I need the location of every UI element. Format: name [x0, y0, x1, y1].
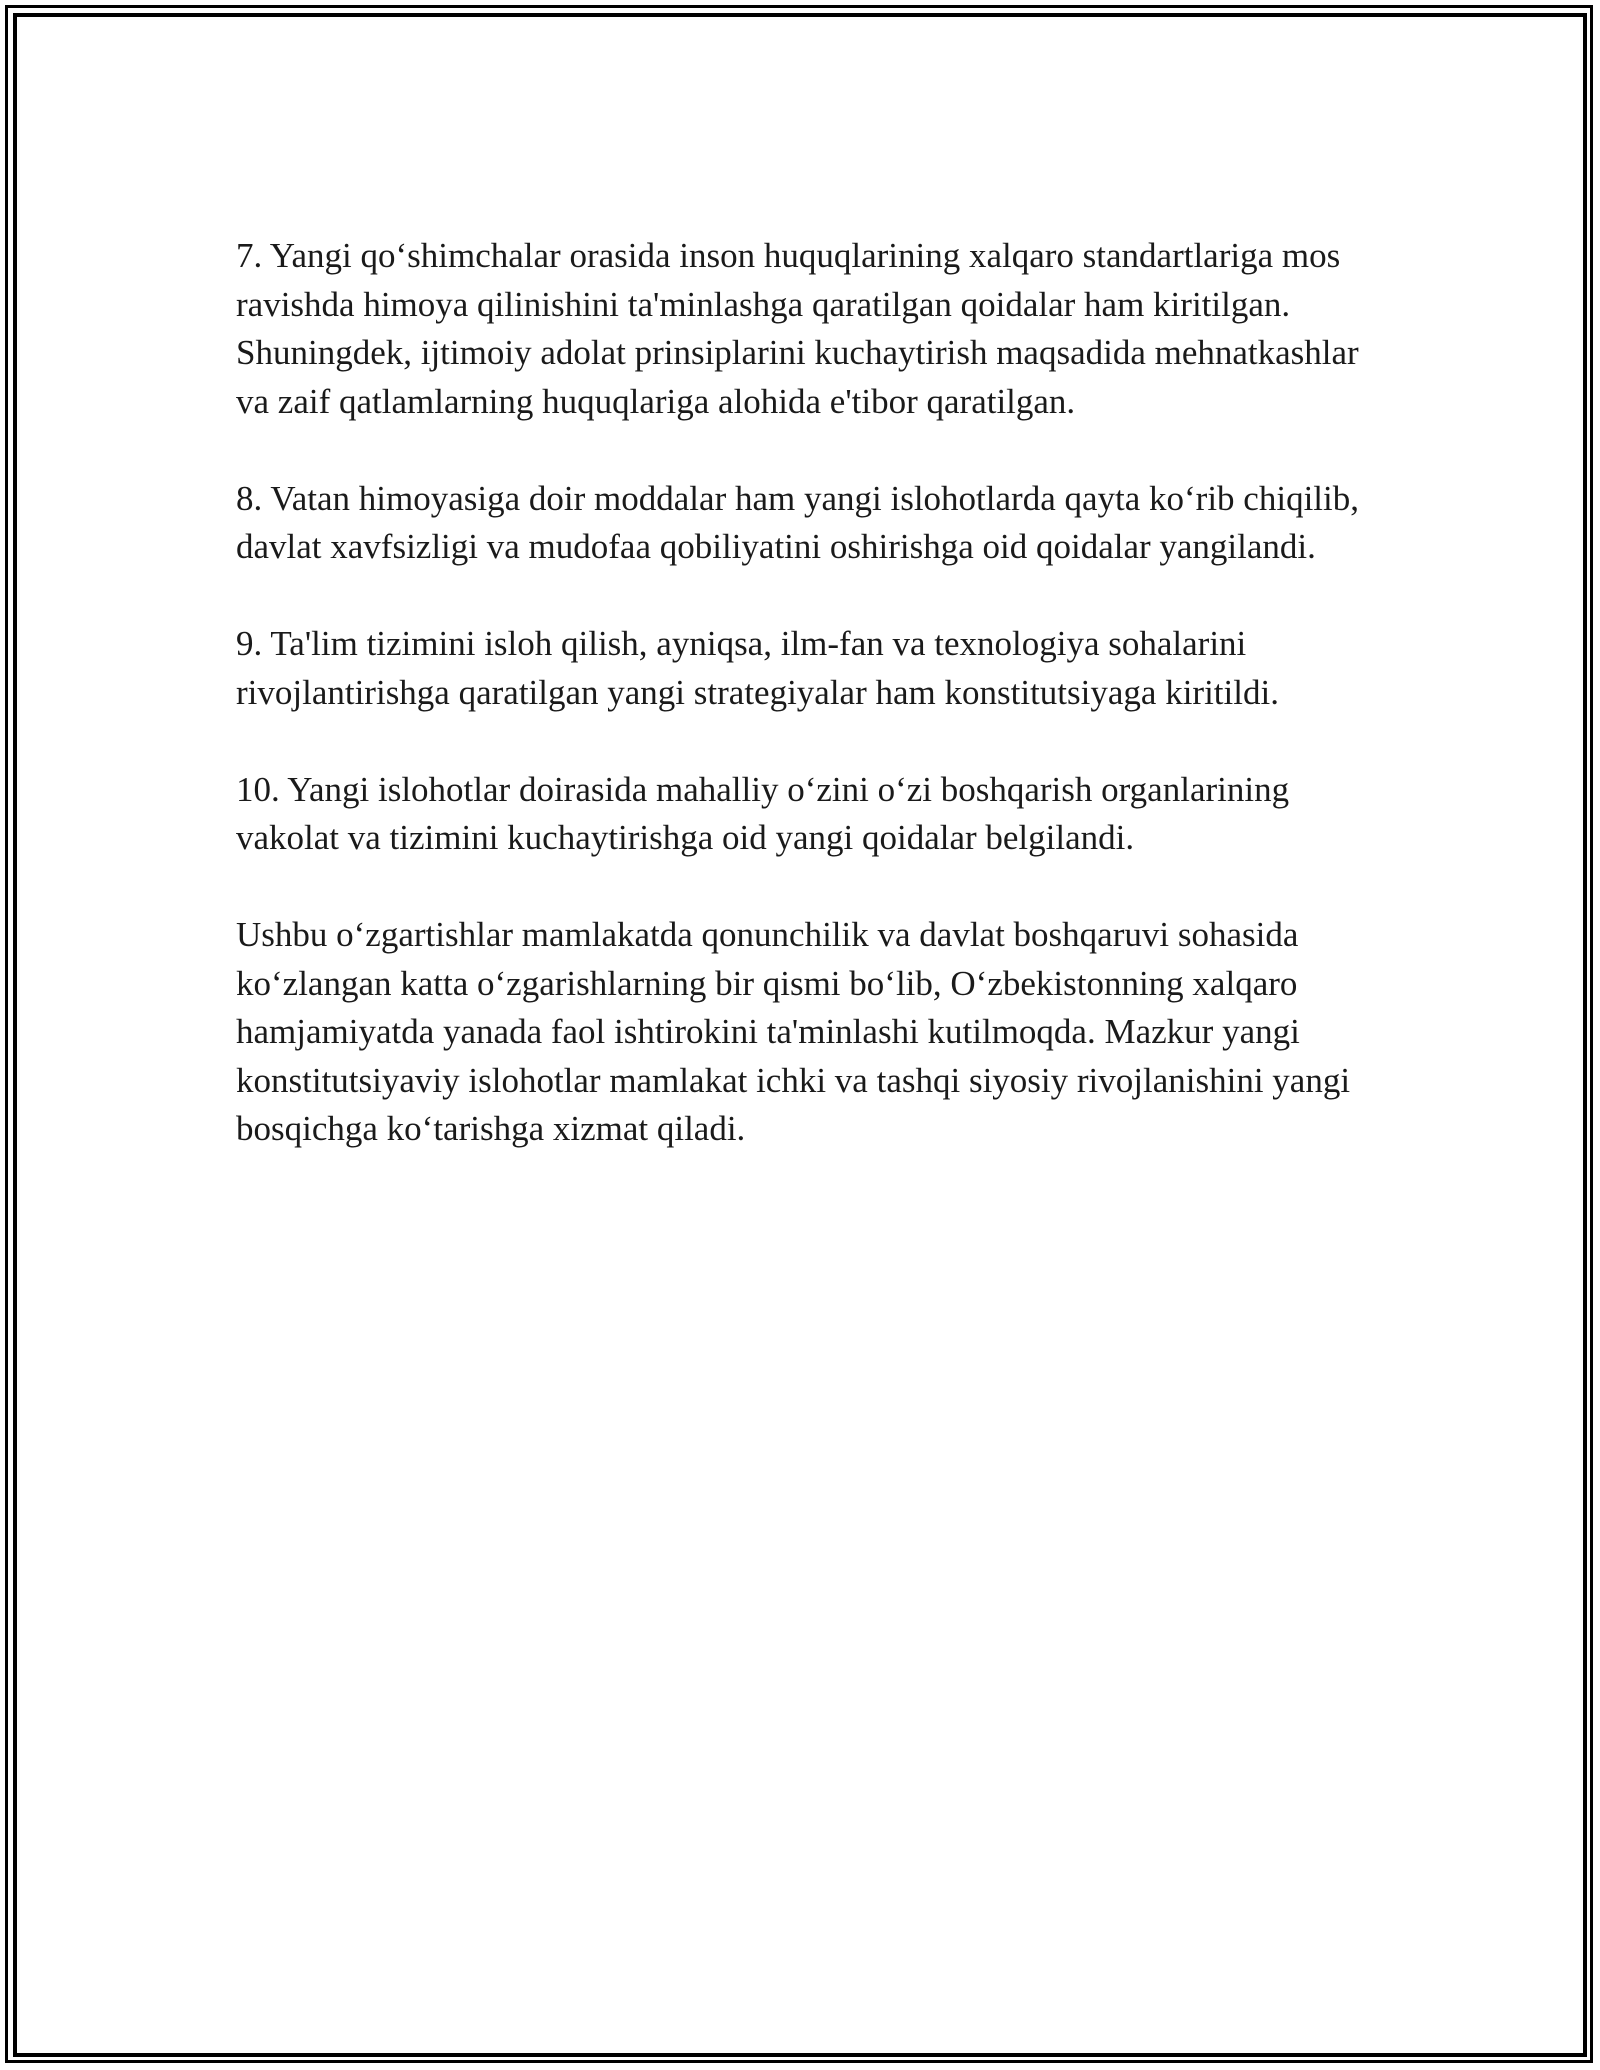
document-body — [236, 232, 1376, 1202]
paragraph-item-7: 7. Yangi qo‘shimchalar orasida inson huquqlarining xalqaro standartlariga mos ravishda himoya qilinishini ta'minlashga qaratilgan qoidalar ham kiritilgan. Shuningdek, ijtimoiy adolat prinsiplarini kuchaytirish maqsadida mehnatkashlar va zaif qatlamlarning huquqlariga alohida e'tibor qaratilgan. — [236, 236, 1359, 421]
paragraph-item-9: 9. Ta'lim tizimini isloh qilish, ayniqsa, ilm-fan va texnologiya sohalarini rivojlantirishga qaratilgan yangi strategiyalar ham konstitutsiyaga kiritildi. — [236, 624, 1279, 712]
paragraph-item-8: 8. Vatan himoyasiga doir moddalar ham yangi islohotlarda qayta ko‘rib chiqilib, davlat xavfsizligi va mudofaa qobiliyatini oshirishga oid qoidalar yangilandi. — [236, 478, 1359, 566]
paragraph-conclusion: Ushbu o‘zgartishlar mamlakatda qonunchilik va davlat boshqaruvi sohasida ko‘zlangan katta o‘zgarishlarning bir qismi bo‘lib, O‘zbekistonning xalqaro hamjamiyatda yanada faol ishtirokini ta'minlashi kutilmoqda. Mazkur yangi konstitutsiyaviy islohotlar mamlakat ichki va tashqi siyosiy rivojlanishini yangi bosqichga ko‘tarishga xizmat qiladi. — [236, 915, 1351, 1148]
paragraph-item-10: 10. Yangi islohotlar doirasida mahalliy o‘zini o‘zi boshqarish organlarining vakolat va tizimini kuchaytirishga oid yangi qoidalar belgilandi. — [236, 769, 1290, 857]
